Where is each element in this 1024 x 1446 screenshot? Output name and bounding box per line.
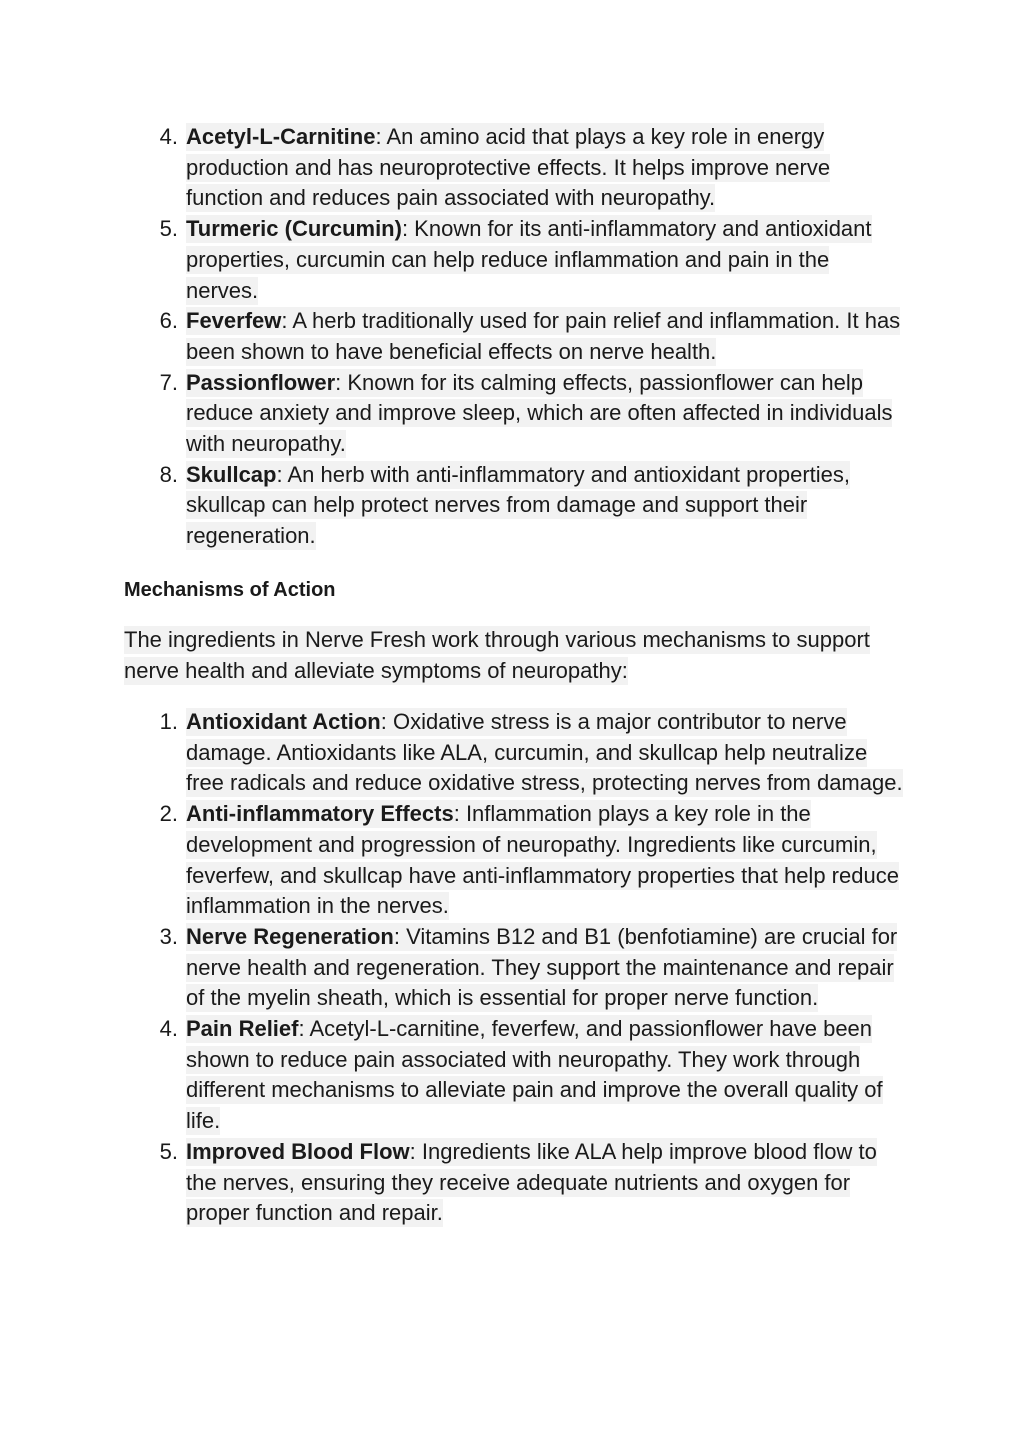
list-item bbox=[0, 799, 906, 922]
ingredients-list bbox=[0, 122, 1024, 552]
list-item bbox=[0, 122, 906, 214]
list-item bbox=[0, 707, 906, 799]
list-item bbox=[0, 1014, 906, 1137]
mechanism-name: Improved Blood Flow bbox=[186, 1138, 410, 1164]
ingredient-name: Turmeric (Curcumin) bbox=[186, 216, 402, 242]
list-item bbox=[0, 460, 906, 552]
mechanism-name: Pain Relief bbox=[186, 1016, 299, 1042]
list-item bbox=[0, 368, 906, 460]
list-item-number: 2. bbox=[159, 801, 178, 827]
mechanism-description: : Oxidative stress is a major contributor to nerve damage. Antioxidants like ALA, curcumin, and skullcap help neutralize free radicals and reduce oxidative stress, protecting nerves from damage. bbox=[186, 709, 903, 796]
ingredient-description: : Known for its anti-inflammatory and antioxidant properties, curcumin can help reduce inflammation and pain in the nerves. bbox=[186, 216, 872, 303]
list-item-number: 8. bbox=[159, 461, 178, 487]
list-item bbox=[0, 306, 906, 367]
ingredient-description: : An amino acid that plays a key role in energy production and has neuroprotective effects. It helps improve nerve function and reduces pain associated with neuropathy. bbox=[186, 124, 831, 211]
mechanism-description: : Acetyl-L-carnitine, feverfew, and passionflower have been shown to reduce pain associated with neuropathy. They work through different mechanisms to alleviate pain and improve the overall quality of life. bbox=[186, 1016, 883, 1134]
ingredient-description: : An herb with anti-inflammatory and antioxidant properties, skullcap can help protect nerves from damage and support their regeneration. bbox=[186, 461, 851, 549]
list-item-number: 4. bbox=[159, 124, 178, 149]
ingredient-name: Acetyl-L-Carnitine bbox=[186, 124, 376, 149]
list-item-number: 7. bbox=[159, 369, 178, 395]
mechanism-description: : Inflammation plays a key role in the development and progression of neuropathy. Ingredients like curcumin, feverfew, and skullcap have anti-inflammatory properties that help reduce inflammation in the nerves. bbox=[186, 801, 899, 919]
list-item-number: 1. bbox=[159, 709, 178, 734]
list-item-number: 5. bbox=[159, 216, 178, 242]
section-intro-paragraph bbox=[124, 625, 884, 686]
section-heading: Mechanisms of Action bbox=[124, 579, 336, 601]
mechanism-name: Antioxidant Action bbox=[186, 709, 381, 734]
ingredient-name: Feverfew bbox=[186, 308, 282, 334]
ingredient-description: : A herb traditionally used for pain relief and inflammation. It has been shown to have beneficial effects on nerve health. bbox=[186, 308, 901, 364]
list-item bbox=[0, 214, 906, 306]
mechanism-name: Anti-inflammatory Effects bbox=[186, 801, 454, 827]
mechanism-description: : Ingredients like ALA help improve blood flow to the nerves, ensuring they receive adequate nutrients and oxygen for proper function and repair. bbox=[186, 1138, 877, 1226]
list-item-number: 5. bbox=[159, 1138, 178, 1164]
intro-text: The ingredients in Nerve Fresh work through various mechanisms to support nerve health and alleviate symptoms of neuropathy: bbox=[124, 627, 870, 683]
ingredient-name: Passionflower bbox=[186, 369, 336, 395]
ingredient-name: Skullcap bbox=[186, 461, 277, 487]
list-item-number: 3. bbox=[159, 923, 178, 949]
mechanisms-list bbox=[0, 707, 1024, 1229]
list-item bbox=[0, 1137, 906, 1229]
list-item bbox=[0, 922, 906, 1014]
list-item-number: 6. bbox=[159, 308, 178, 334]
ingredient-description: : Known for its calming effects, passionflower can help reduce anxiety and improve sleep, which are often affected in individuals with neuropathy. bbox=[186, 369, 893, 457]
mechanism-name: Nerve Regeneration bbox=[186, 923, 394, 949]
mechanism-description: : Vitamins B12 and B1 (benfotiamine) are crucial for nerve health and regeneration. They support the maintenance and repair of the myelin sheath, which is essential for proper nerve function. bbox=[186, 923, 898, 1011]
list-item-number: 4. bbox=[159, 1016, 178, 1042]
